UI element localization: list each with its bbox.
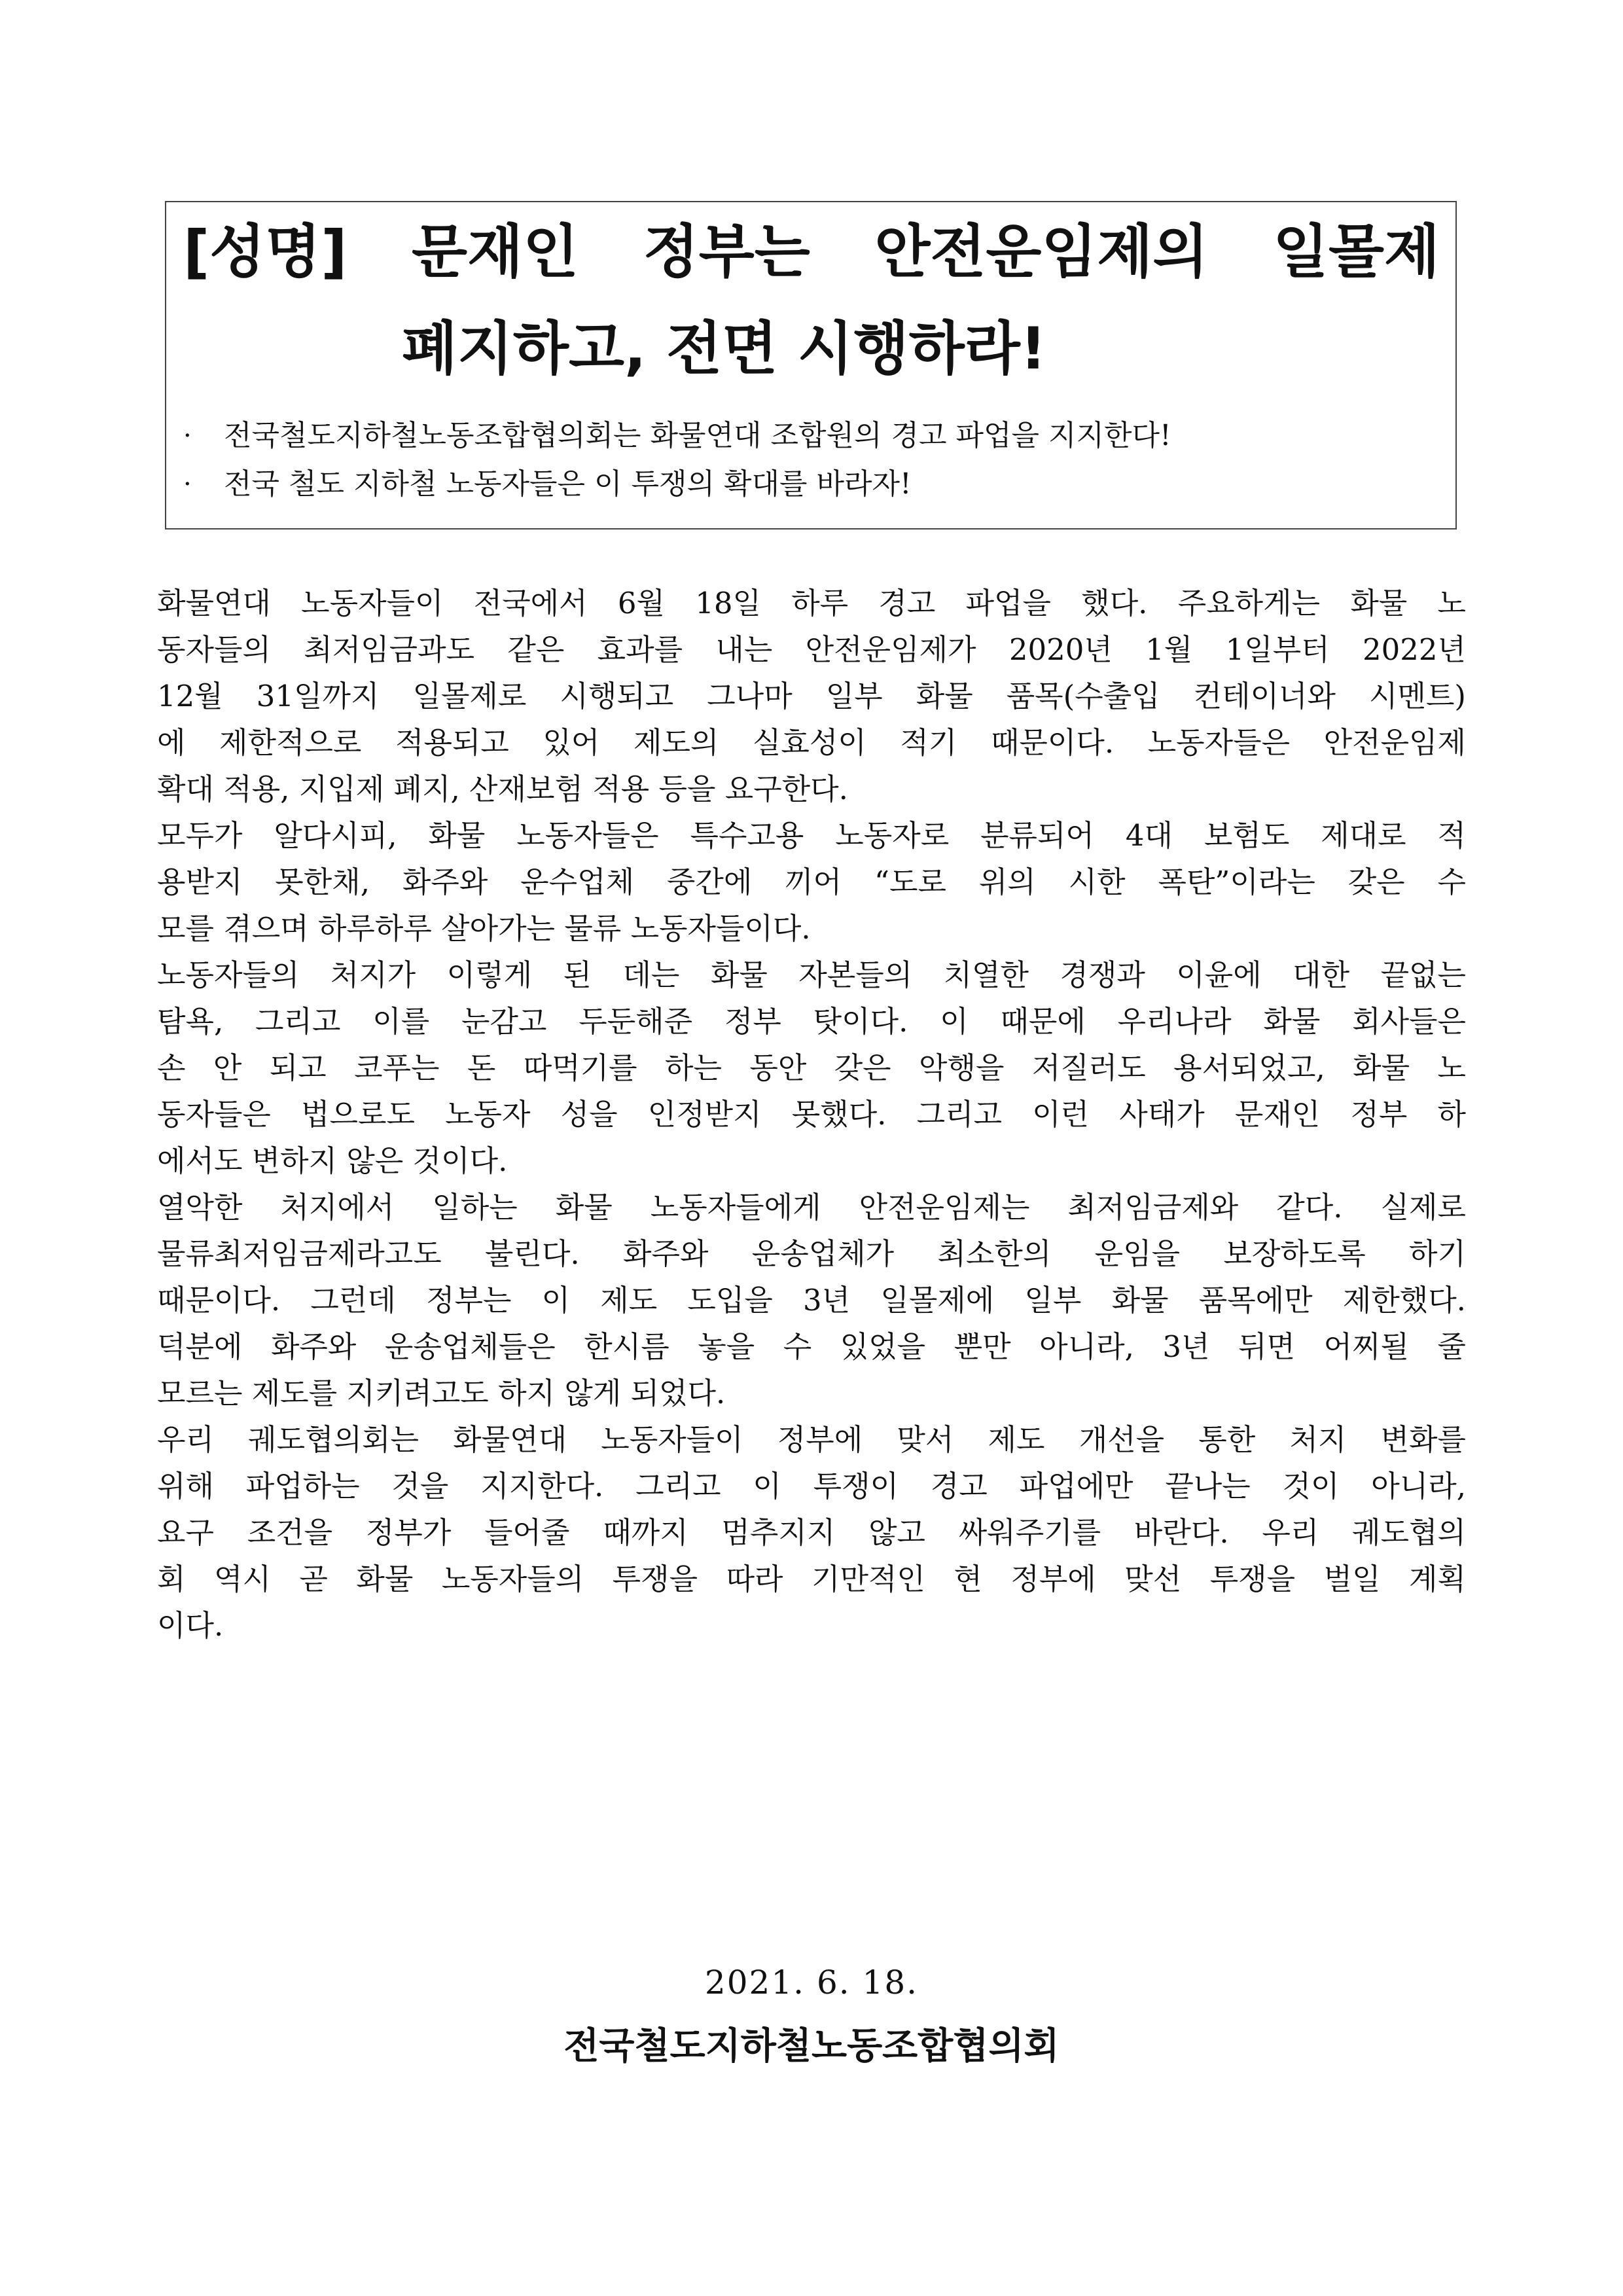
subtitle-bullet-item (183, 412, 1446, 460)
body-line: 손 안 되고 코푸는 돈 따먹기를 하는 동안 갖은 악행을 저질러도 용서되었고, 화물 노 (157, 1050, 1466, 1085)
body-line: 확대 적용, 지입제 폐지, 산재보험 적용 등을 요구한다. (157, 772, 848, 806)
body-line: 화물연대 노동자들이 전국에서 6월 18일 하루 경고 파업을 했다. 주요하게는 화물 노 (157, 586, 1466, 620)
body-line: 에서도 변하지 않은 것이다. (157, 1143, 508, 1178)
body-line: 덕분에 화주와 운송업체들은 한시름 놓을 수 있었을 뿐만 아니라, 3년 뒤면 어찌될 줄 (157, 1329, 1466, 1364)
body-line: 때문이다. 그런데 정부는 이 제도 도입을 3년 일몰제에 일부 화물 품목에만 제한했다. (157, 1283, 1466, 1318)
body-line: 모를 겪으며 하루하루 살아가는 물류 노동자들이다. (157, 911, 811, 946)
body-line: 용받지 못한채, 화주와 운수업체 중간에 끼어 “도로 위의 시한 폭탄”이라는 갖은 수 (157, 865, 1466, 899)
bullet-dot-icon: · (183, 421, 192, 451)
subtitle-bullet-list (183, 412, 1446, 509)
body-line: 동자들의 최저임금과도 같은 효과를 내는 안전운임제가 2020년 1월 1일부터 2022년 (157, 632, 1466, 667)
body-line: 열악한 처지에서 일하는 화물 노동자들에게 안전운임제는 최저임금제와 같다. 실제로 (157, 1190, 1466, 1225)
body-line: 모르는 제도를 지키려고도 하지 않게 되었다. (157, 1376, 726, 1410)
statement-title-line-1: [성명] 문재인 정부는 안전운임제의 일몰제 (183, 218, 1440, 285)
statement-title-box (165, 201, 1457, 529)
statement-body (157, 580, 1466, 1649)
statement-title-line-2: 폐지하고, 전면 시행하라! (402, 315, 1046, 382)
subtitle-bullet-item (183, 460, 1446, 509)
body-line: 동자들은 법으로도 노동자 성을 인정받지 못했다. 그리고 이런 사태가 문재인 정부 하 (157, 1097, 1466, 1132)
body-line: 물류최저임금제라고도 불린다. 화주와 운송업체가 최소한의 운임을 보장하도록 하기 (157, 1236, 1466, 1271)
issuing-organization: 전국철도지하철노동조합협의회 (563, 2024, 1060, 2068)
body-line: 노동자들의 처지가 이렇게 된 데는 화물 자본들의 치열한 경쟁과 이윤에 대한 끝없는 (157, 958, 1466, 992)
statement-date: 2021. 6. 18. (704, 1964, 919, 2001)
body-line: 회 역시 곧 화물 노동자들의 투쟁을 따라 기만적인 현 정부에 맞선 투쟁을 벌일 계획 (157, 1562, 1466, 1596)
body-line: 모두가 알다시피, 화물 노동자들은 특수고용 노동자로 분류되어 4대 보험도 제대로 적 (157, 818, 1466, 853)
body-line: 에 제한적으로 적용되고 있어 제도의 실효성이 적기 때문이다. 노동자들은 안전운임제 (157, 725, 1466, 760)
body-line: 요구 조건을 정부가 들어줄 때까지 멈추지지 않고 싸워주기를 바란다. 우리 궤도협의 (157, 1515, 1466, 1550)
body-line: 이다. (157, 1608, 224, 1643)
body-line: 12월 31일까지 일몰제로 시행되고 그나마 일부 화물 품목(수출입 컨테이너와 시멘트) (157, 679, 1466, 713)
bullet-dot-icon: · (183, 469, 192, 499)
body-line: 위해 파업하는 것을 지지한다. 그리고 이 투쟁이 경고 파업에만 끝나는 것이 아니라, (157, 1469, 1466, 1503)
body-line: 탐욕, 그리고 이를 눈감고 두둔해준 정부 탓이다. 이 때문에 우리나라 화물 회사들은 (157, 1004, 1466, 1039)
subtitle-bullet-text: 전국철도지하철노동조합협의회는 화물연대 조합원의 경고 파업을 지지한다! (224, 419, 1171, 452)
body-line: 우리 궤도협의회는 화물연대 노동자들이 정부에 맞서 제도 개선을 통한 처지 변화를 (157, 1422, 1466, 1457)
subtitle-bullet-text: 전국 철도 지하철 노동자들은 이 투쟁의 확대를 바라자! (224, 467, 912, 501)
